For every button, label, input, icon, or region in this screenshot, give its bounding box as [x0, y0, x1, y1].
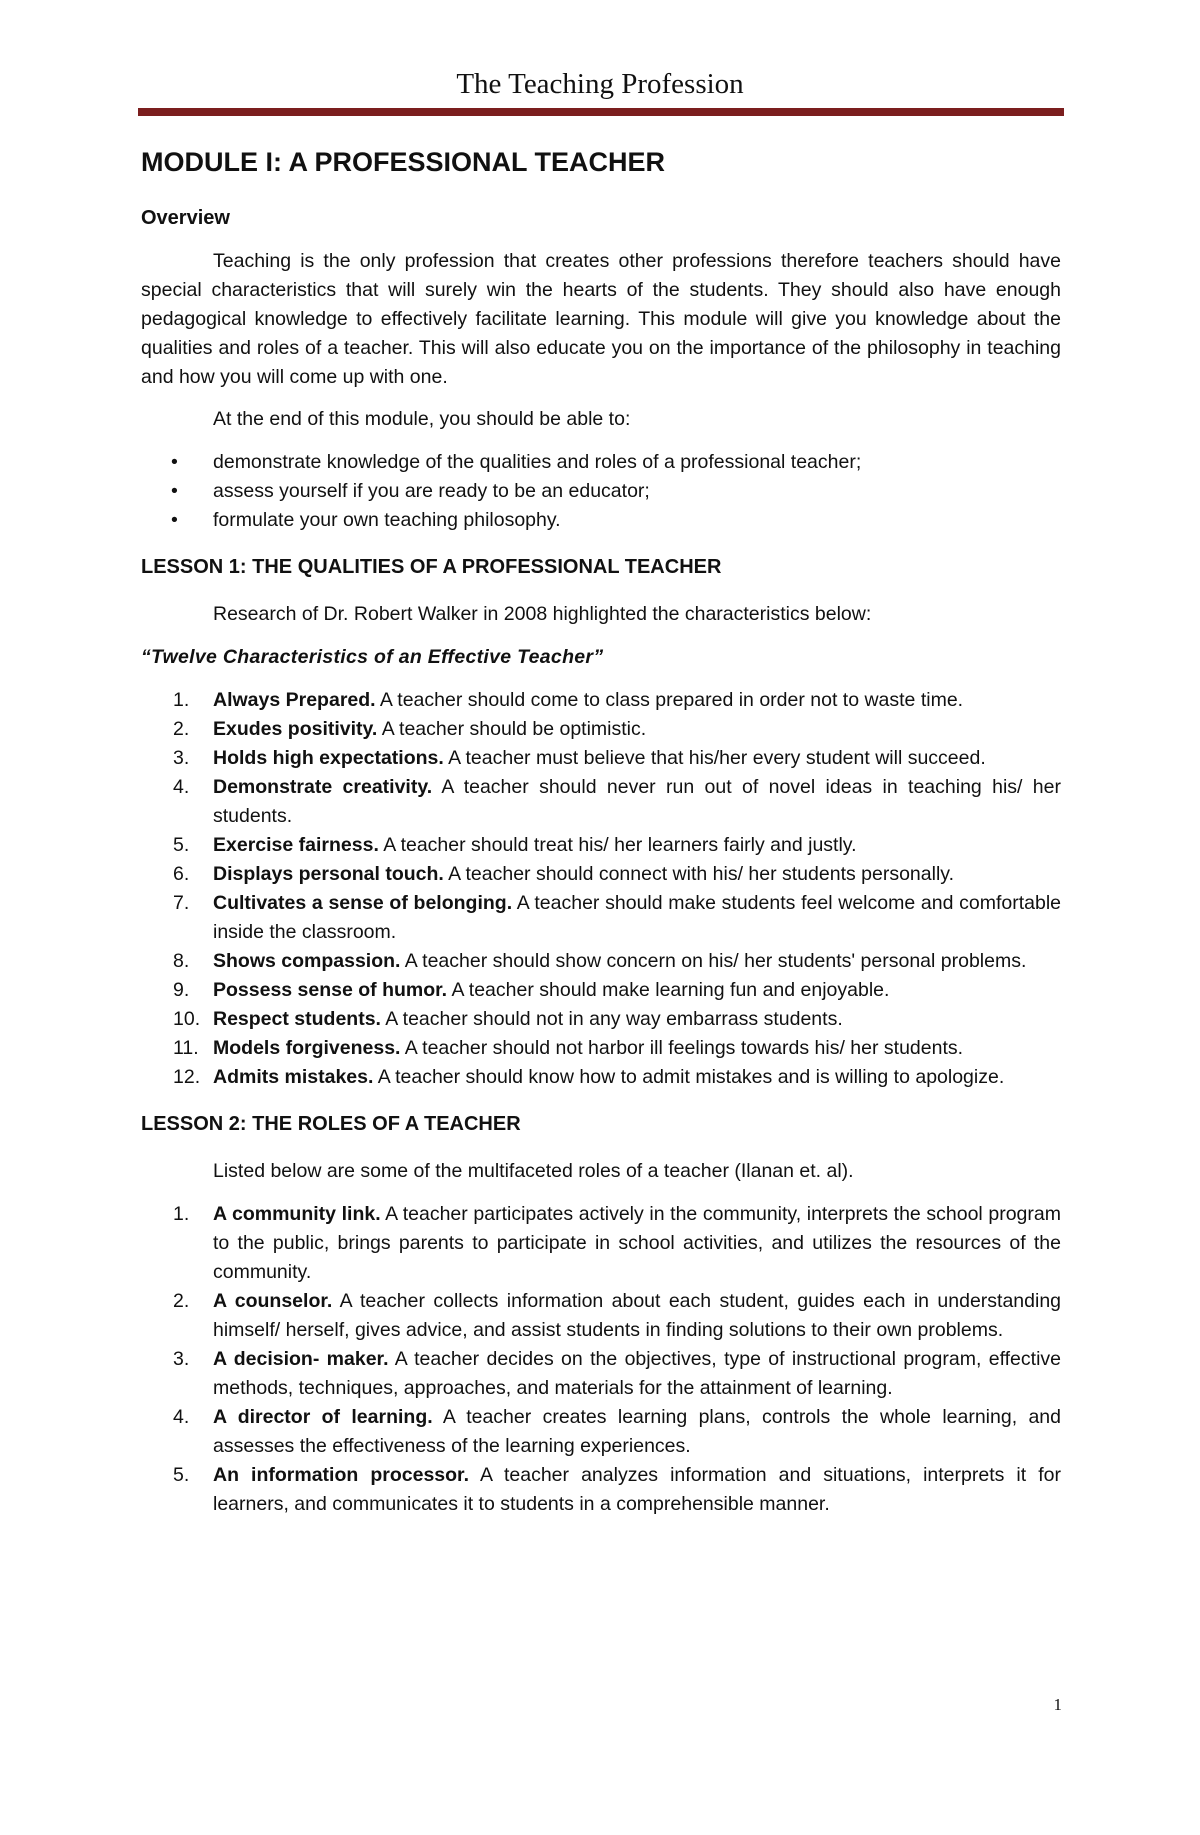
objectives-intro: At the end of this module, you should be able to: [213, 408, 631, 430]
header-rule [138, 108, 1064, 116]
list-item [141, 773, 1061, 831]
item-number: 12. [173, 1066, 201, 1088]
list-item [141, 947, 1061, 976]
list-item [141, 860, 1061, 889]
objectives-list [141, 448, 1061, 535]
item-text: A teacher participates actively in the community, interprets the school program to the public, brings parents to participate in school activities, and utilizes the resources of the community. [213, 1203, 1061, 1283]
bullet-icon: • [171, 480, 178, 502]
list-item [141, 686, 1061, 715]
item-term: Exercise fairness. [213, 834, 379, 856]
item-number: 7. [173, 892, 190, 914]
list-item [141, 1461, 1061, 1519]
objective-text: demonstrate knowledge of the qualities and roles of a professional teacher; [213, 451, 862, 473]
item-term: Displays personal touch. [213, 863, 444, 885]
item-term: A counselor. [213, 1290, 333, 1312]
page-number: 1 [1053, 1695, 1062, 1714]
item-term: Exudes positivity. [213, 718, 378, 740]
item-text: A teacher should not harbor ill feelings towards his/ her students. [400, 1037, 964, 1059]
lesson2-intro: Listed below are some of the multifaceted roles of a teacher (Ilanan et. al). [213, 1160, 854, 1182]
list-item [141, 1287, 1061, 1345]
item-number: 2. [173, 1290, 190, 1312]
list-item [141, 1345, 1061, 1403]
item-number: 4. [173, 1406, 190, 1428]
bullet-icon: • [171, 509, 178, 531]
item-term: Shows compassion. [213, 950, 401, 972]
item-text: A teacher should connect with his/ her students personally. [443, 863, 955, 885]
item-number: 5. [173, 834, 190, 856]
list-item [141, 1063, 1061, 1092]
running-header: The Teaching Profession [456, 68, 744, 100]
item-text: A teacher should know how to admit mistakes and is willing to apologize. [373, 1066, 1005, 1088]
item-text: A teacher should make learning fun and enjoyable. [447, 979, 890, 1001]
item-number: 4. [173, 776, 190, 798]
objective-text: formulate your own teaching philosophy. [213, 509, 561, 531]
lesson2-heading: LESSON 2: THE ROLES OF A TEACHER [141, 1113, 521, 1135]
item-number: 10. [173, 1008, 201, 1030]
item-text: A teacher should show concern on his/ her students' personal problems. [400, 950, 1027, 972]
item-term: A community link. [213, 1203, 381, 1225]
item-text: A teacher should not in any way embarrass students. [380, 1008, 843, 1030]
characteristics-list [141, 686, 1061, 1092]
page-content [141, 142, 1061, 1537]
lesson1-subtitle: “Twelve Characteristics of an Effective Teacher” [141, 646, 604, 668]
objective-item [141, 477, 1061, 506]
item-term: Holds high expectations. [213, 747, 444, 769]
module-title: MODULE I: A PROFESSIONAL TEACHER [141, 147, 666, 177]
item-term: Possess sense of humor. [213, 979, 448, 1001]
item-term: Always Prepared. [213, 689, 376, 711]
list-item [141, 1200, 1061, 1287]
item-text: A teacher should be optimistic. [377, 718, 647, 740]
list-item [141, 976, 1061, 1005]
item-text: A teacher decides on the objectives, type of instructional program, effective methods, techniques, approaches, and materials for the attainment of learning. [213, 1348, 1061, 1399]
objective-item [141, 448, 1061, 477]
item-text: A teacher analyzes information and situations, interprets it for learners, and communicates it to students in a comprehensible manner. [213, 1464, 1061, 1515]
item-term: An information processor. [213, 1464, 469, 1486]
item-number: 1. [173, 689, 190, 711]
item-number: 1. [173, 1203, 190, 1225]
item-term: Models forgiveness. [213, 1037, 401, 1059]
objective-text: assess yourself if you are ready to be an educator; [213, 480, 650, 502]
item-text: A teacher must believe that his/her every student will succeed. [443, 747, 986, 769]
item-number: 2. [173, 718, 190, 740]
item-number: 8. [173, 950, 190, 972]
item-term: A decision- maker. [213, 1348, 389, 1370]
overview-paragraph: Teaching is the only profession that creates other professions therefore teachers should have special characteristics that will surely win the hearts of the students. They should also have enough pedagogical knowledge to effectively facilitate learning. This module will give you knowledge about the qualities and roles of a teacher. This will also educate you on the importance of the philosophy in teaching and how you will come up with one. [141, 250, 1061, 388]
item-number: 3. [173, 747, 190, 769]
item-term: A director of learning. [213, 1406, 433, 1428]
item-number: 6. [173, 863, 190, 885]
item-text: A teacher collects information about each student, guides each in understanding himself/ herself, gives advice, and assist students in finding solutions to their own problems. [213, 1290, 1062, 1341]
item-term: Respect students. [213, 1008, 381, 1030]
item-term: Demonstrate creativity. [213, 776, 433, 798]
item-term: Cultivates a sense of belonging. [213, 892, 513, 914]
bullet-icon: • [171, 451, 178, 473]
list-item [141, 1034, 1061, 1063]
list-item [141, 831, 1061, 860]
item-text: A teacher should make students feel welcome and comfortable inside the classroom. [213, 892, 1061, 943]
list-item [141, 1403, 1061, 1461]
list-item [141, 1005, 1061, 1034]
item-number: 11. [173, 1037, 199, 1059]
list-item [141, 889, 1061, 947]
objective-item [141, 506, 1061, 535]
lesson1-heading: LESSON 1: THE QUALITIES OF A PROFESSIONAL TEACHER [141, 556, 722, 578]
item-number: 3. [173, 1348, 190, 1370]
item-term: Admits mistakes. [213, 1066, 374, 1088]
overview-heading: Overview [141, 207, 230, 229]
item-number: 5. [173, 1464, 190, 1486]
item-text: A teacher should never run out of novel ideas in teaching his/ her students. [213, 776, 1061, 827]
lesson1-intro: Research of Dr. Robert Walker in 2008 highlighted the characteristics below: [213, 603, 872, 625]
item-text: A teacher should come to class prepared in order not to waste time. [375, 689, 964, 711]
roles-list [141, 1200, 1061, 1519]
item-number: 9. [173, 979, 190, 1001]
list-item [141, 744, 1061, 773]
item-text: A teacher creates learning plans, controls the whole learning, and assesses the effectiveness of the learning experiences. [213, 1406, 1061, 1457]
item-text: A teacher should treat his/ her learners fairly and justly. [378, 834, 857, 856]
list-item [141, 715, 1061, 744]
